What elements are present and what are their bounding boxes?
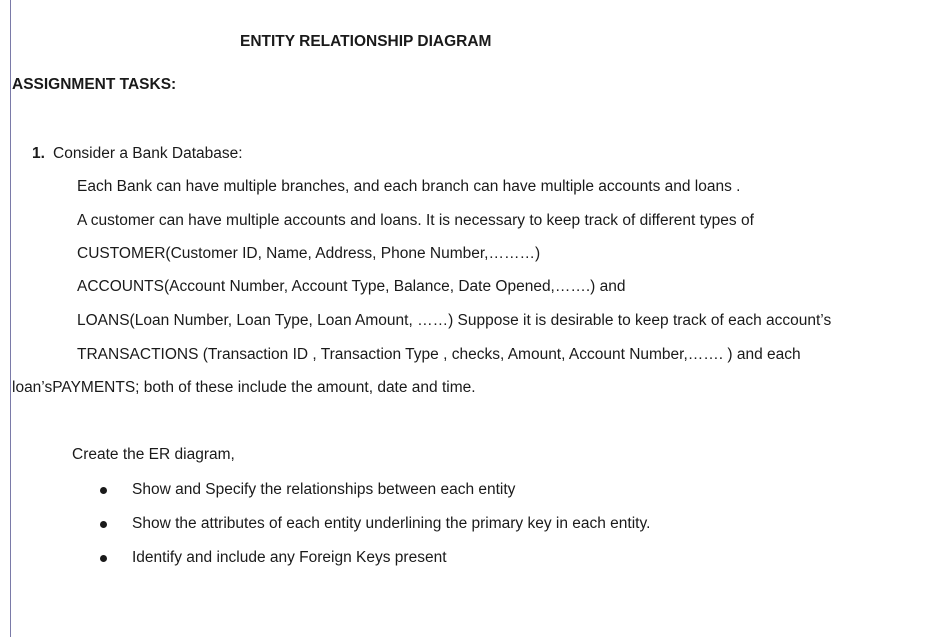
question-line-accounts: ACCOUNTS(Account Number, Account Type, Balance, Date Opened,…….) and xyxy=(77,278,626,295)
document-title: ENTITY RELATIONSHIP DIAGRAM xyxy=(240,33,492,50)
bullet-text: Show and Specify the relationships between each entity xyxy=(132,481,516,498)
bullet-text: Identify and include any Foreign Keys present xyxy=(132,549,447,566)
question-lead: Consider a Bank Database: xyxy=(53,145,243,162)
question-line-2: A customer can have multiple accounts and loans. It is necessary to keep track of different types of xyxy=(77,212,754,229)
bullet-item xyxy=(100,514,650,534)
page-left-margin-rule xyxy=(10,0,11,637)
bullet-item xyxy=(100,548,447,568)
question-line-loans: LOANS(Loan Number, Loan Type, Loan Amount, ……) Suppose it is desirable to keep track of each account’s xyxy=(77,312,832,329)
create-er-diagram-line: Create the ER diagram, xyxy=(72,446,235,463)
bullet-icon xyxy=(100,555,107,562)
assignment-tasks-heading: ASSIGNMENT TASKS: xyxy=(12,76,177,93)
question-line-payments: loan’sPAYMENTS; both of these include the amount, date and time. xyxy=(12,379,476,396)
bullet-icon xyxy=(100,521,107,528)
bullet-icon xyxy=(100,487,107,494)
question-number: 1. xyxy=(32,145,45,162)
bullet-text: Show the attributes of each entity underlining the primary key in each entity. xyxy=(132,515,651,532)
question-line-1: Each Bank can have multiple branches, and each branch can have multiple accounts and loans . xyxy=(77,178,741,195)
question-line-customer: CUSTOMER(Customer ID, Name, Address, Phone Number,………) xyxy=(77,245,541,262)
question-line-transactions: TRANSACTIONS (Transaction ID , Transaction Type , checks, Amount, Account Number,……. ) and each xyxy=(77,346,801,363)
bullet-item xyxy=(100,480,515,500)
